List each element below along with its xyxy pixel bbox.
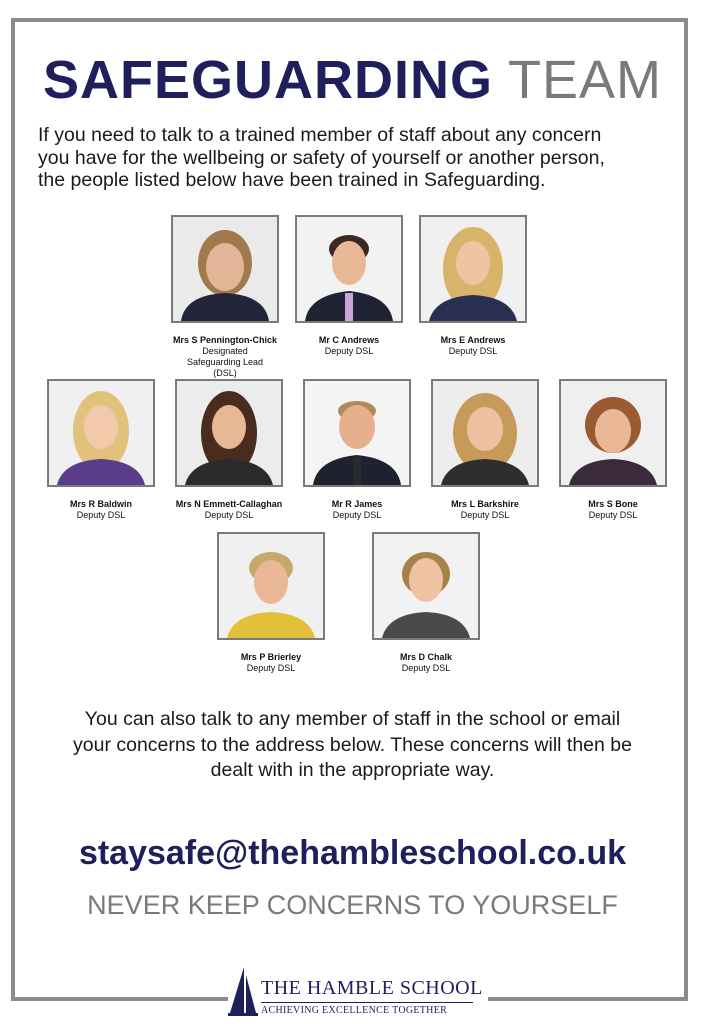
staff-role: Deputy DSL — [332, 510, 382, 520]
staff-name: Mrs R Baldwin — [69, 499, 132, 509]
staff-role: Deputy DSL — [448, 346, 498, 356]
staff-photo — [47, 379, 155, 487]
title-light: TEAM — [508, 50, 663, 110]
staff-name: Mr R James — [331, 499, 383, 509]
staff-name: Mrs S Pennington-Chick — [172, 335, 277, 345]
intro-text — [38, 124, 678, 192]
staff-caption — [548, 499, 678, 521]
staff-photo — [372, 532, 480, 640]
staff-name: Mr C Andrews — [318, 335, 380, 345]
staff-photo — [419, 215, 527, 323]
staff-caption — [361, 652, 491, 674]
intro-line: the people listed below have been trained in Safeguarding. — [38, 169, 546, 191]
staff-role: Deputy DSL — [401, 663, 451, 673]
logo-divider — [261, 1002, 473, 1003]
also-text — [30, 707, 675, 784]
staff-name: Mrs N Emmett-Callaghan — [175, 499, 283, 509]
staff-name: Mrs D Chalk — [399, 652, 452, 662]
staff-photo — [295, 215, 403, 323]
staff-photo — [217, 532, 325, 640]
poster-title — [0, 50, 705, 110]
staff-caption — [420, 499, 550, 521]
staff-caption — [408, 335, 538, 357]
staff-role: Deputy DSL — [76, 510, 126, 520]
intro-line: you have for the wellbeing or safety of yourself or another person, — [38, 146, 605, 169]
title-bold: SAFEGUARDING — [42, 50, 493, 110]
staff-name: Mrs E Andrews — [440, 335, 506, 345]
school-logo — [228, 965, 488, 1017]
also-line: You can also talk to any member of staff in the school or email — [84, 708, 621, 730]
sail-icon — [228, 965, 258, 1017]
staff-photo — [171, 215, 279, 323]
staff-photo — [559, 379, 667, 487]
staff-photo — [431, 379, 539, 487]
staff-photo — [175, 379, 283, 487]
staff-name: Mrs S Bone — [588, 499, 638, 509]
staff-photo — [303, 379, 411, 487]
also-line: dealt with in the appropriate way. — [210, 759, 495, 781]
slogan: NEVER KEEP CONCERNS TO YOURSELF — [87, 890, 618, 920]
staff-name: Mrs P Brierley — [240, 652, 302, 662]
also-line: your concerns to the address below. These concerns will then be — [73, 733, 632, 756]
staff-caption — [206, 652, 336, 674]
staff-caption — [160, 335, 290, 379]
staff-role: Designated Safeguarding Lead (DSL) — [186, 346, 264, 378]
staff-caption — [284, 335, 414, 357]
staff-role: Deputy DSL — [460, 510, 510, 520]
staff-name: Mrs L Barkshire — [451, 499, 519, 509]
staff-caption — [36, 499, 166, 521]
staff-caption — [164, 499, 294, 521]
contact-email[interactable]: staysafe@thehambleschool.co.uk — [78, 834, 627, 872]
school-tagline: ACHIEVING EXCELLENCE TOGETHER — [261, 1005, 448, 1016]
school-name: THE HAMBLE SCHOOL — [261, 977, 483, 999]
intro-line: If you need to talk to a trained member of staff about any concern — [38, 124, 602, 146]
staff-role: Deputy DSL — [204, 510, 254, 520]
staff-role: Deputy DSL — [588, 510, 638, 520]
staff-caption — [292, 499, 422, 521]
staff-role: Deputy DSL — [246, 663, 296, 673]
staff-role: Deputy DSL — [324, 346, 374, 356]
